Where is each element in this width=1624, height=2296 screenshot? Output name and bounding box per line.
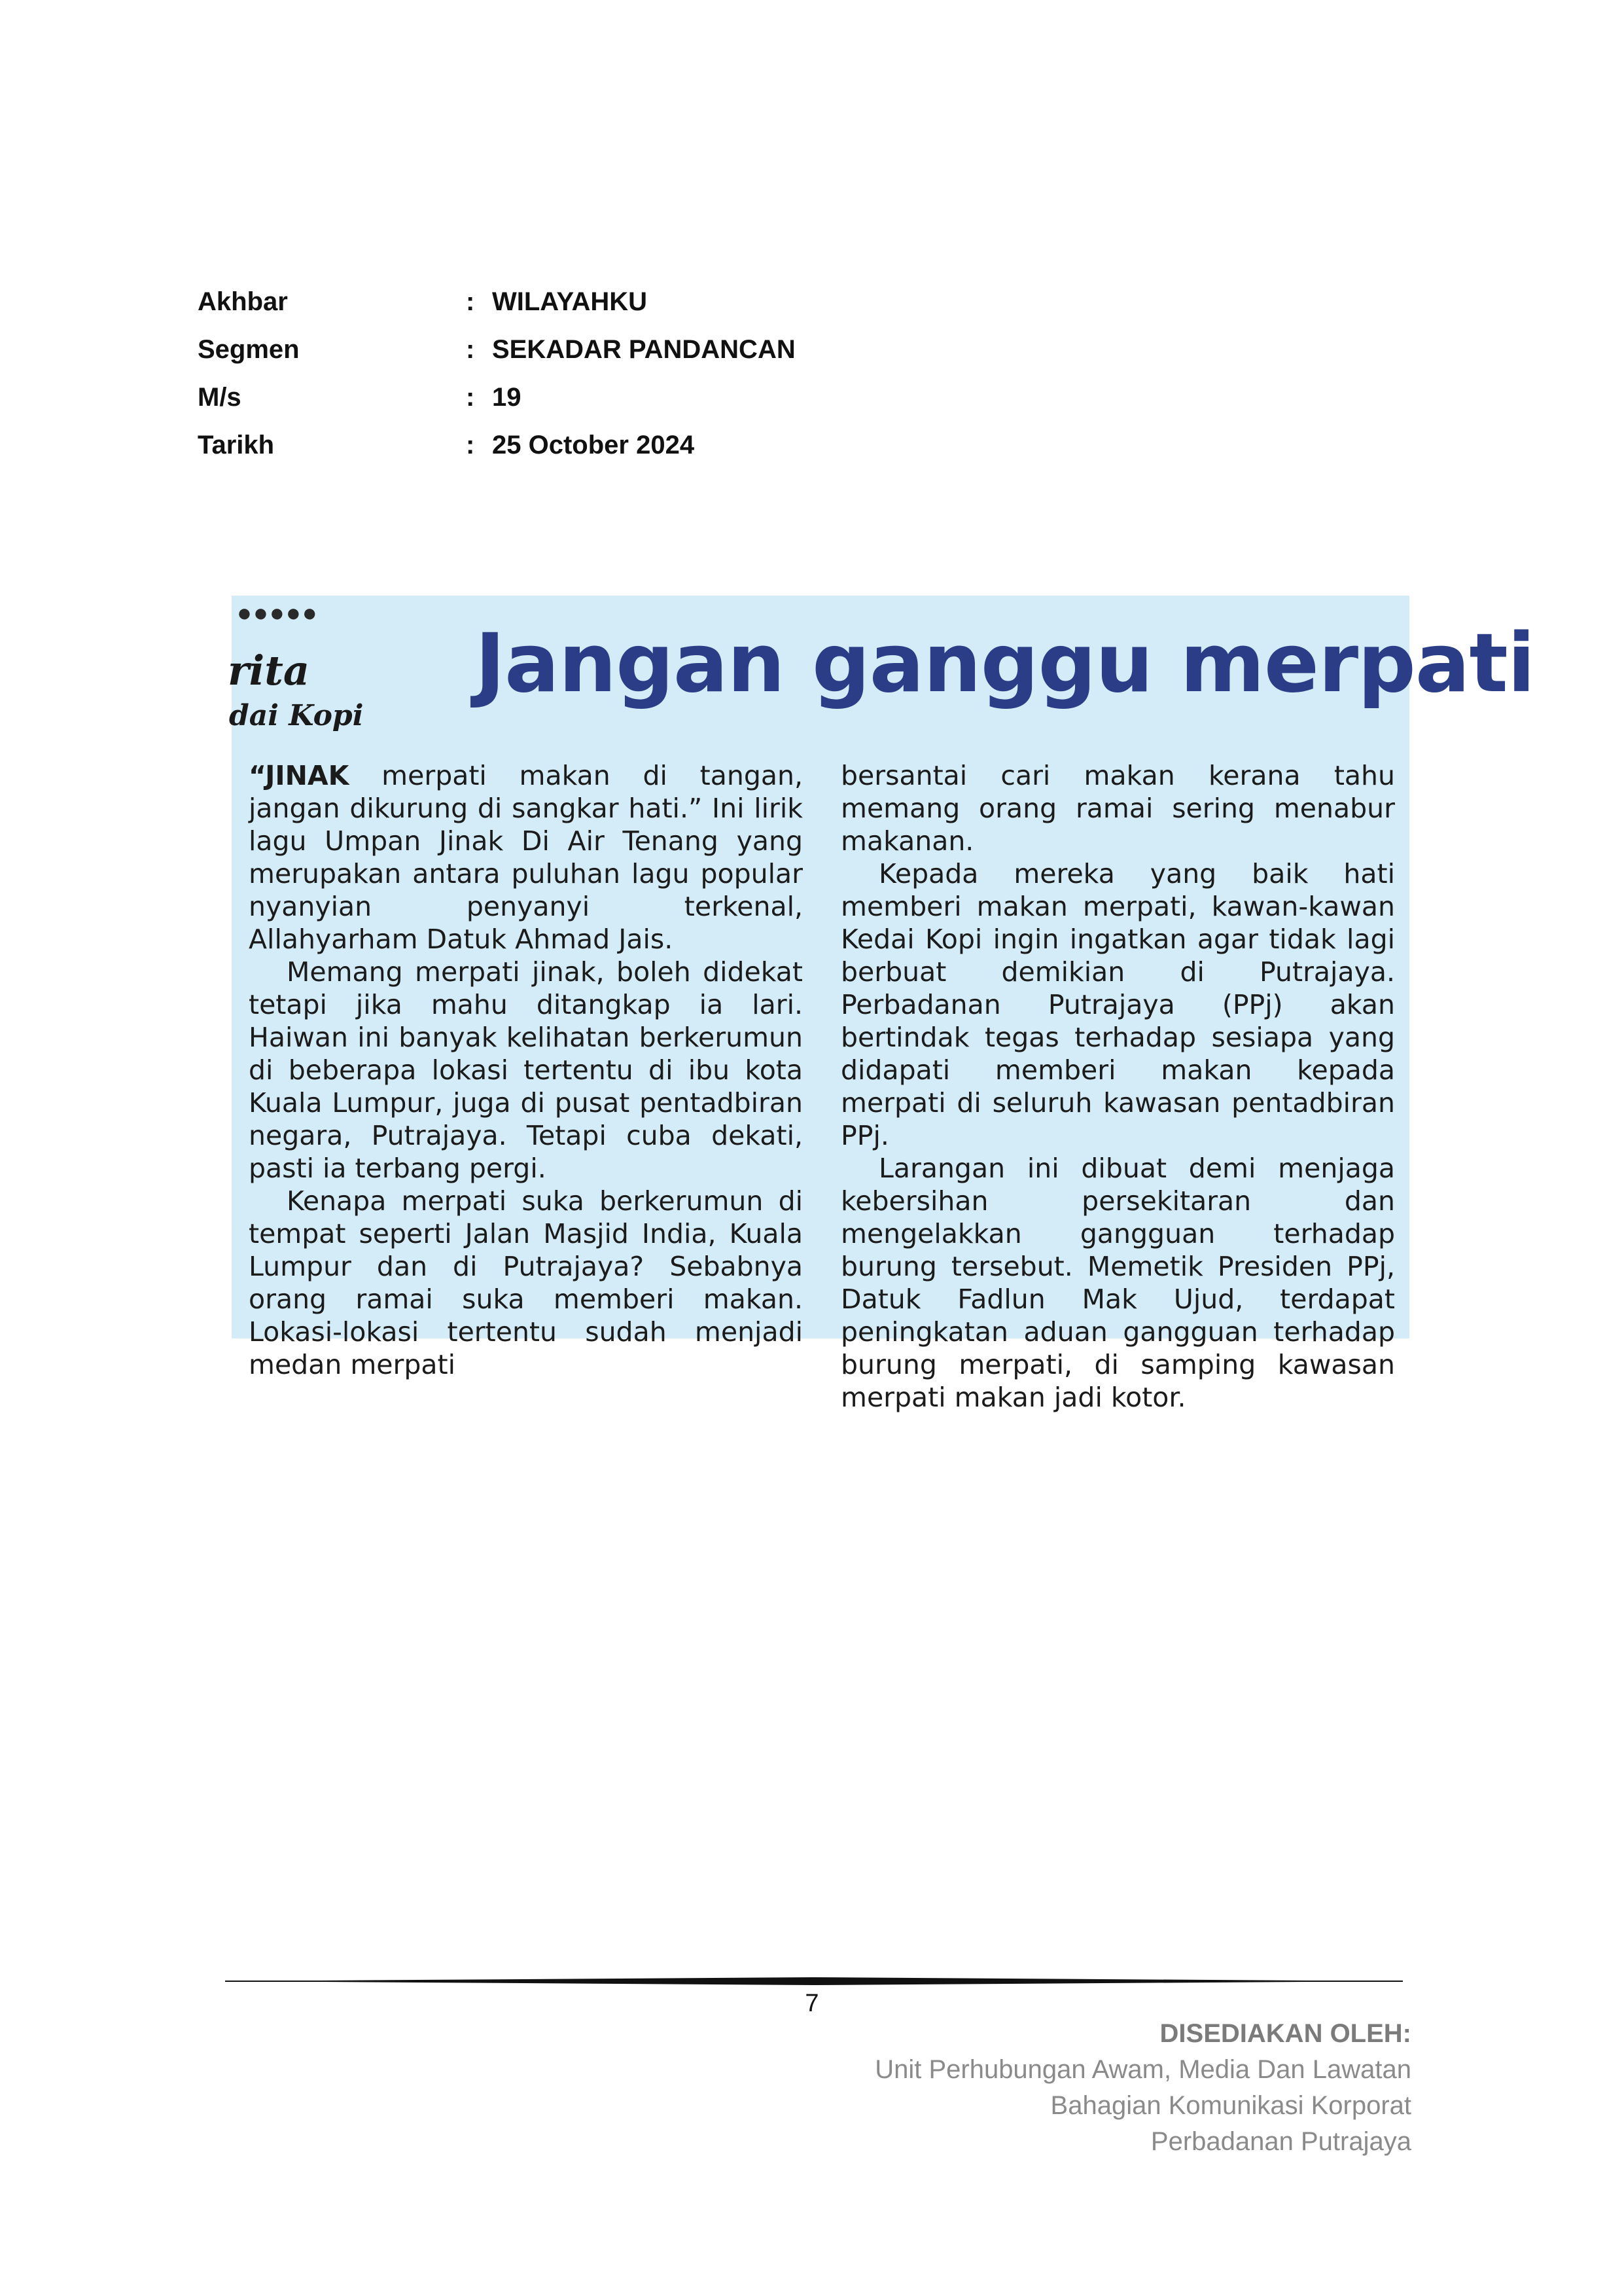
article-paragraph: Memang merpati jinak, boleh didekat tetapi jika mahu ditangkap ia lari. Haiwan ini banyak kelihatan berkerumun di beberapa lokasi tertentu di ibu kota Kuala Lumpur, juga di pusat pentadbiran negara, Putrajaya. Tetapi cuba dekati, pasti ia terbang pergi.: [249, 956, 803, 1184]
meta-row-akhbar: [198, 278, 796, 326]
article-paragraph: bersantai cari makan kerana tahu memang orang ramai sering menabur makanan.: [841, 760, 1395, 857]
article-paragraph: Kenapa merpati suka berkerumun di tempat seperti Jalan Masjid India, Kuala Lumpur dan di Putrajaya? Sebabnya orang ramai suka memberi makan. Lokasi-lokasi tertentu sudah menjadi medan merpati: [249, 1185, 803, 1380]
paragraph-text: merpati makan di tangan, jangan dikurung di sangkar hati.” Ini lirik lagu Umpan Jinak Di Air Tenang yang merupakan antara puluhan lagu popular nyanyian penyanyi terkenal, Allahyarham Datuk Ahmad Jais.: [249, 760, 803, 955]
meta-label: Akhbar: [198, 287, 288, 316]
clipping-metadata: [198, 278, 796, 469]
prepared-by-division: Bahagian Komunikasi Korporat: [1050, 2091, 1411, 2120]
article-body: [249, 759, 1395, 1414]
prepared-by-unit: Unit Perhubungan Awam, Media Dan Lawatan: [875, 2055, 1411, 2084]
meta-colon: :: [466, 335, 475, 364]
meta-row-ms: [198, 374, 796, 422]
meta-value: 25 October 2024: [492, 431, 695, 459]
article-headline: Jangan ganggu merpati: [475, 617, 1535, 711]
article-paragraph: Larangan ini dibuat demi menjaga kebersihan persekitaran dan mengelakkan gangguan terhadap burung tersebut. Memetik Presiden PPj, Datuk Fadlun Mak Ujud, terdapat peningkatan aduan gangguan terhadap burung merpati, di samping kawasan merpati makan jadi kotor.: [841, 1153, 1395, 1413]
article-column-left: [249, 759, 803, 1414]
prepared-by-organisation: Perbadanan Putrajaya: [1150, 2127, 1411, 2156]
article-paragraph: [249, 759, 803, 956]
meta-value: WILAYAHKU: [492, 287, 648, 316]
meta-row-segmen: [198, 326, 796, 374]
meta-colon: :: [466, 431, 475, 459]
meta-colon: :: [466, 383, 475, 412]
article-paragraph: Kepada mereka yang baik hati memberi makan merpati, kawan-kawan Kedai Kopi ingin ingatkan agar tidak lagi berbuat demikian di Putrajaya. Perbadanan Putrajaya (PPj) akan bertindak tegas terhadap sesiapa yang didapati memberi makan kepada merpati di seluruh kawasan pentadbiran PPj.: [841, 858, 1395, 1151]
footer-divider: [225, 1973, 1403, 1989]
meta-value: 19: [492, 383, 521, 412]
coffee-beans-icon: ●●●●●: [237, 600, 319, 627]
newspaper-clipping: [228, 596, 1535, 1413]
meta-label: Segmen: [198, 335, 300, 364]
masthead-subtitle: dai Kopi: [229, 699, 364, 732]
column-masthead: [228, 596, 382, 753]
masthead-name: rita: [228, 647, 310, 694]
prepared-by-block: [875, 2016, 1411, 2160]
meta-row-tarikh: [198, 422, 796, 469]
prepared-by-heading: DISEDIAKAN OLEH:: [1159, 2019, 1411, 2048]
meta-label: M/s: [198, 383, 241, 412]
lead-word: “JINAK: [249, 760, 349, 791]
page-number: 7: [805, 1990, 819, 2017]
article-column-right: [841, 759, 1395, 1414]
meta-value: SEKADAR PANDANCAN: [492, 335, 796, 364]
meta-label: Tarikh: [198, 431, 275, 459]
meta-colon: :: [466, 287, 475, 316]
